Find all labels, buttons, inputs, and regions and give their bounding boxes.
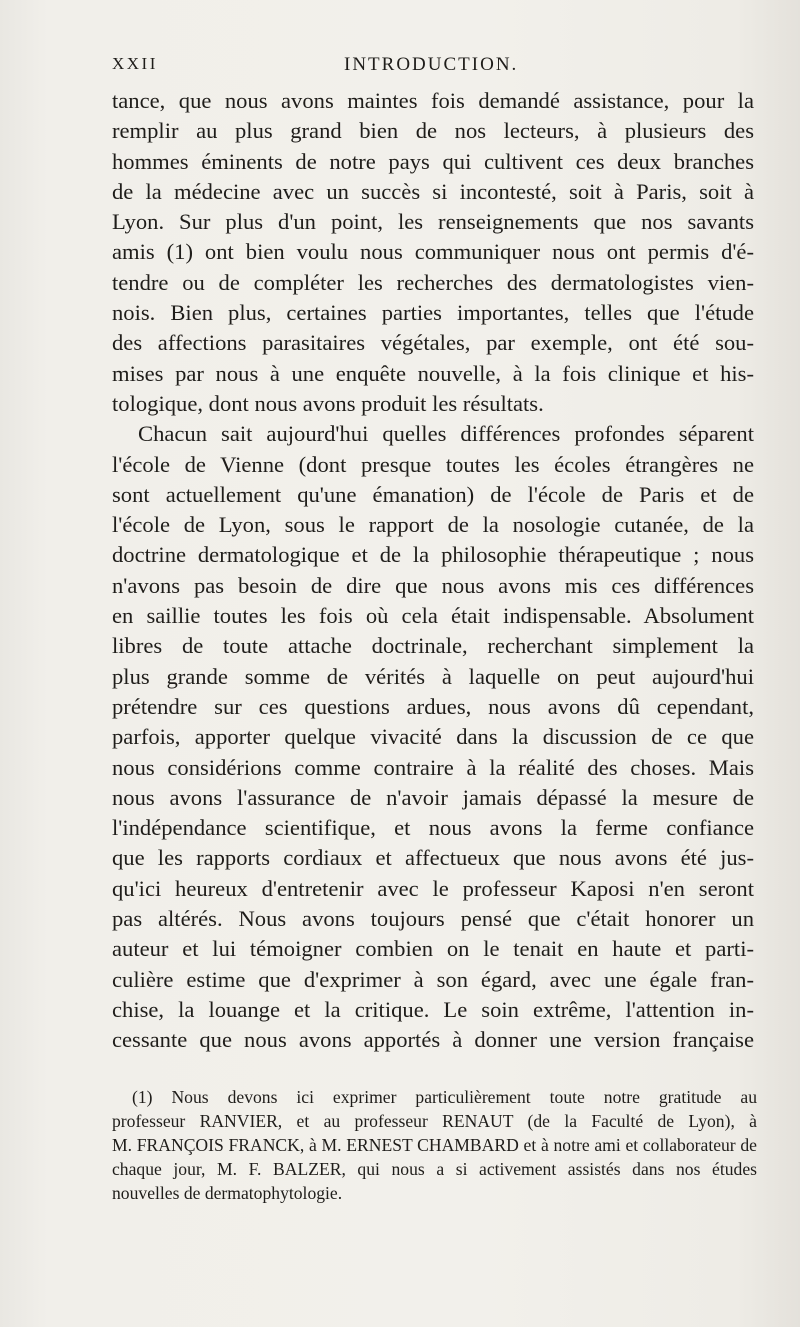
text-line: tologique, dont nous avons produit les résultats. [112,390,544,416]
text-line: de la médecine avec un succès si incontesté, soit à Paris, soit à [112,178,754,204]
text-line: prétendre sur ces questions ardues, nous avons dû cependant, [112,693,754,719]
text-line: chise, la louange et la critique. Le soin extrême, l'attention in- [112,996,754,1022]
text-line: hommes éminents de notre pays qui cultivent ces deux branches [112,148,754,174]
text-line: tendre ou de compléter les recherches des dermatologistes vien- [112,269,754,295]
text-line: auteur et lui témoigner combien on le tenait en haute et parti- [112,936,754,962]
text-line: l'indépendance scientifique, et nous avons la ferme confiance [112,815,754,841]
text-line: l'école de Vienne (dont presque toutes les écoles étrangères ne [112,451,754,477]
footnote-line: nouvelles de dermatophytologie. [112,1183,343,1203]
text-line: doctrine dermatologique et de la philosophie thérapeutique ; nous [112,542,754,568]
text-line: que les rapports cordiaux et affectueux que nous avons été jus- [112,845,754,871]
text-line: nois. Bien plus, certaines parties importantes, telles que l'étude [112,300,754,326]
footnote-line: chaque jour, M. F. BALZER, qui nous a si activement assistés dans nos études [112,1159,757,1179]
text-line: culière estime que d'exprimer à son égard, avec une égale fran- [112,966,754,992]
text-line: plus grande somme de vérités à laquelle on peut aujourd'hui [112,663,754,689]
text-line: tance, que nous avons maintes fois demandé assistance, pour la [112,88,754,113]
text-line: sont actuellement qu'une émanation) de l'école de Paris et de [112,481,754,507]
text-line: Lyon. Sur plus d'un point, les renseignements que nos savants [112,209,754,235]
text-line: Chacun sait aujourd'hui quelles différences profondes séparent [138,421,754,447]
text-line: mises par nous à une enquête nouvelle, à la fois clinique et his- [112,360,754,386]
text-line: qu'ici heureux d'entretenir avec le professeur Kaposi n'en seront [112,875,754,901]
text-line: l'école de Lyon, sous le rapport de la nosologie cutanée, de la [112,512,754,538]
footnote-line: professeur RANVIER, et au professeur RENAUT (de la Faculté de Lyon), à [112,1111,757,1131]
running-head [112,54,752,80]
page-number: XXII [112,54,158,73]
text-line: parfois, apporter quelque vivacité dans la discussion de ce que [112,724,754,750]
body-text [112,86,754,1056]
text-line: n'avons pas besoin de dire que nous avons mis ces différences [112,572,754,598]
text-line: nous considérions comme contraire à la réalité des choses. Mais [112,754,754,780]
text-line: libres de toute attache doctrinale, recherchant simplement la [112,633,754,659]
footnote-line: (1) Nous devons ici exprimer particulièrement toute notre gratitude au [132,1087,757,1107]
text-line: en saillie toutes les fois où cela était indispensable. Absolument [112,603,754,629]
text-line: pas altérés. Nous avons toujours pensé que c'était honorer un [112,906,754,932]
text-line: nous avons l'assurance de n'avoir jamais dépassé la mesure de [112,784,754,810]
footnote [112,1085,757,1205]
text-line: des affections parasitaires végétales, par exemple, ont été sou- [112,330,754,356]
text-line: remplir au plus grand bien de nos lecteurs, à plusieurs des [112,118,754,144]
chapter-title: INTRODUCTION. [344,54,519,75]
text-line: amis (1) ont bien voulu nous communiquer nous ont permis d'é- [112,239,754,265]
text-line: cessante que nous avons apportés à donner une version française [112,1027,754,1053]
footnote-line: M. FRANÇOIS FRANCK, à M. ERNEST CHAMBARD et à notre ami et collaborateur de [112,1135,757,1155]
